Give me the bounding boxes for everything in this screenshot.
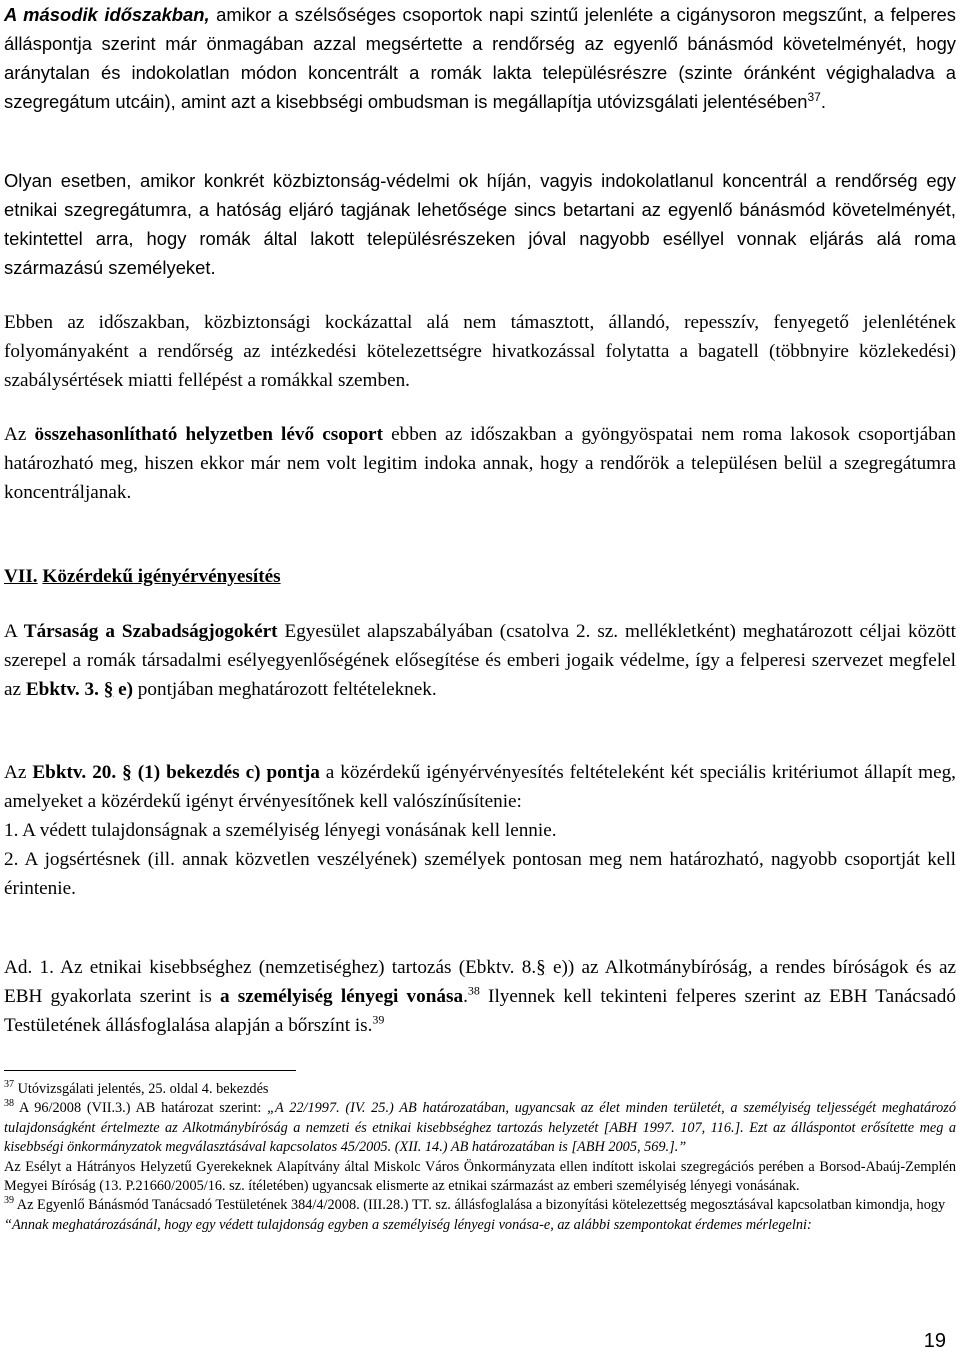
footnote-37: $^{37}$ Utóvizsgálati jelentés, 25. oldal 4. bekezdés <box>4 1079 269 1097</box>
lead-phrase: A második időszakban, <box>4 4 210 25</box>
comparable-group-term: összehasonlítható helyzetben lévő csoport <box>34 424 383 445</box>
criterion-1: 1. A védett tulajdonságnak a személyiség lényegi vonásának kell lennie. <box>4 820 557 841</box>
footnote-38-continued: Az Esélyt a Hátrányos Helyzetű Gyerekeknek Alapítvány által Miskolc Város Önkormányzata ellen indított iskolai szegregációs perében a Borsod-Abaúj-Zemplén Megyei Bíróság (13. P.21660/2005/16. sz. ítéletében) ugyancsak elismerte az etnikai származást az emberi személyiség lényegi vonásának. <box>4 1158 956 1195</box>
criterion-2: 2. A jogsértésnek (ill. annak közvetlen veszélyének) személyek pontosan meg nem határozható, nagyobb csoportját kell érintenie. <box>4 849 956 899</box>
paragraph-tasz: A Társaság a Szabadságjogokért Egyesület alapszabályában (csatolva 2. sz. mellékletként) meghatározott céljai között szerepel a romák társadalmi esélyegyenlőségének elősegítése és emberi jogaik védelme, így a felperesi szervezet megfelel az Ebktv. 3. § e) pontjában meghatározott feltételeknek. <box>4 621 956 700</box>
footnote-39: $^{39}$ Az Egyenlő Bánásmód Tanácsadó Testületének 384/4/2008. (III.28.) TT. sz. állásfoglalása a bizonyítási kötelezettség megosztásával kapcsolatban kimondja, hogy <box>4 1195 946 1214</box>
paragraph-ebktv-20: Az Ebktv. 20. § (1) bekezdés c) pontja a közérdekű igényérvényesítés feltételeként két speciális kritériumot állapít meg, amelyeket a közérdekű igényt érvényesítőnek kell valószínűsítenie: 1. A védett tulajdonságnak a személyiség lényegi vonásának kell lennie. 2. A jogsértésnek (ill. annak közvetlen veszélyének) személyek pontosan meg nem határozható, nagyobb csoportját kell érintenie. <box>4 758 956 903</box>
footnote-38: $^{38}$ A 96/2008 (VII.3.) AB határozat szerint: „A 22/1997. (IV. 25.) AB határozatában, ugyancsak az élet minden területét, a személyiség teljességét meghatározó tulajdonságként értelmezte az Alkotmánybíróság a nemzeti és etnikai kisebbséghez tartozás helyzetét [ABH 1997. 107, 116.]. Ezt az álláspontot erősítette meg a kisebbségi önkormányzatok megválasztásával kapcsolatos 45/2005. (XII. 14.) AB határozatában is [ABH 2005, 569.].” <box>4 1098 956 1156</box>
paragraph-second-period: A második időszakban, amikor a szélsőséges csoportok napi szintű jelenléte a cigánysoron megszűnt, a felperes álláspontja szerint már önmagában azzal megsértette a rendőrség az egyenlő bánásmód követelményét, hogy aránytalan és indokolatlan módon koncentrált a romák lakta településrészre (szinte óránként végighaladva a szegregátum utcáin), amint azt a kisebbségi ombudsman is megállapítja utóvizsgálati jelentésében$^{37}$. <box>4 4 956 112</box>
section-number: VII. <box>4 566 38 587</box>
footnote-ref-38[interactable]: 38 <box>467 983 480 998</box>
footnote-ref-39[interactable]: 39 <box>372 1012 385 1027</box>
section-sign: § <box>103 679 114 700</box>
section-sign: § <box>536 957 546 978</box>
organization-name: Társaság a Szabadságjogokért <box>23 621 278 642</box>
paragraph-ethnic-segregate: Olyan esetben, amikor konkrét közbiztonság-védelmi ok híján, vagyis indokolatlanul koncentrál a rendőrség egy etnikai szegregátumra, a hatóság eljáró tagjának lehetősége sincs betartani az egyenlő bánásmód követelményét, tekintettel arra, hogy romák által lakott településrészeken jóval nagyobb eséllyel vonnak eljárás alá roma származású személyeket. <box>4 170 956 278</box>
footnote-39-quote: “Annak meghatározásánál, hogy egy védett tulajdonság egyben a személyiség lényegi vonása-e, az alábbi szempontokat érdemes mérlegelni: <box>4 1216 812 1233</box>
paragraph-this-period: Ebben az időszakban, közbiztonsági kockázattal alá nem támasztott, állandó, repesszív, fenyegető jelenlétének folyományaként a rendőrség az intézkedési kötelezettségre hivatkozással folytatta a bagatell (többnyire közlekedési) szabálysértések miatti fellépést a romákkal szemben. <box>4 312 956 391</box>
section-title: Közérdekű igényérvényesítés <box>42 566 281 587</box>
section-heading <box>4 562 281 591</box>
page-number: 19 <box>923 1330 946 1352</box>
paragraph-ad-1: Ad. 1. Az etnikai kisebbséghez (nemzetiséghez) tartozás (Ebktv. 8.§ e)) az Alkotmánybíróság, a rendes bíróságok és az EBH gyakorlata szerint is a személyiség lényegi vonása.$^{38}$ Ilyennek kell tekinteni felperes szerint az EBH Tanácsadó Testületének állásfoglalása alapján a bőrszínt is.$^{39}$ <box>4 957 957 1036</box>
footnote-separator <box>4 1070 296 1071</box>
footnote-ref-37[interactable]: 37 <box>807 89 821 104</box>
paragraph-comparable-group: Az összehasonlítható helyzetben lévő csoport ebben az időszakban a gyöngyöspatai nem roma lakosok csoportjában határozható meg, hiszen ekkor már nem volt legitim indoka annak, hogy a rendőrök a településen belül a szegregátumra koncentráljanak. <box>4 424 956 503</box>
section-sign: § <box>122 762 132 783</box>
key-phrase: a személyiség lényegi vonása <box>220 986 464 1007</box>
footnotes <box>4 1080 956 1235</box>
